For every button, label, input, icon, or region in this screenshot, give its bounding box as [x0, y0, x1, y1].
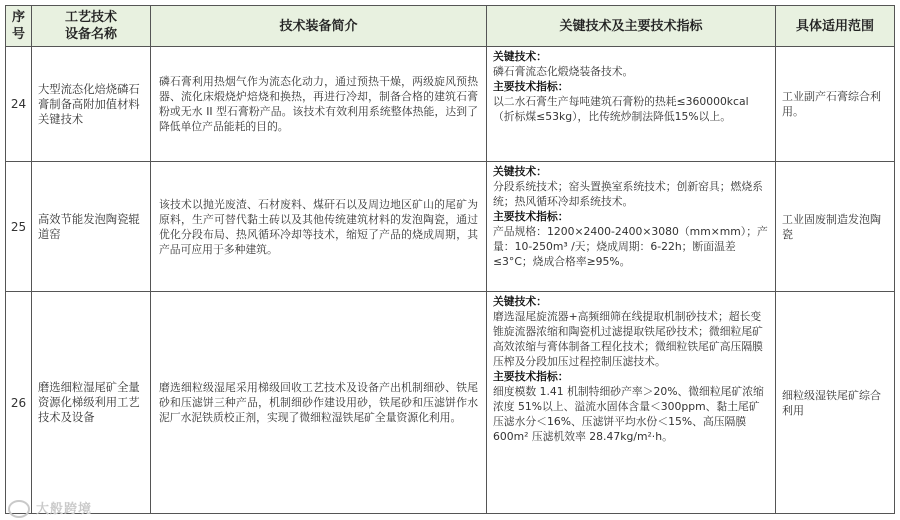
row-name: 磨选细粒湿尾矿全量资源化梯级利用工艺技术及设备 [32, 292, 151, 514]
row-scope: 工业副产石膏综合利用。 [776, 47, 895, 162]
key-tech-label: 关键技术： [493, 50, 547, 63]
row-number: 26 [6, 292, 32, 514]
row-scope: 细粒级湿铁尾矿综合利用 [776, 292, 895, 514]
main-index-label: 主要技术指标： [493, 80, 569, 93]
watermark [8, 498, 92, 519]
row-name: 高效节能发泡陶瓷辊道窑 [32, 162, 151, 292]
header-scope: 具体适用范围 [776, 6, 895, 47]
key-tech-label: 关键技术： [493, 165, 547, 178]
header-no [6, 6, 32, 47]
main-index-label: 主要技术指标： [493, 370, 569, 383]
main-index-text: 细度模数 1.41 机制特细砂产率＞20%、微细粒尾矿浓缩浓度 51%以上、溢流水固体含量＜300ppm、黏土尾矿压滤水分＜16%、压滤饼平均水份＜15%、高压隔膜 600m² 压滤机效率 28.47kg/m²·h。 [493, 385, 764, 443]
row-description: 磨选细粒级湿尾采用梯级回收工艺技术及设备产出机制细砂、铁尾砂和压滤饼三种产品，机制细砂作建设用砂，铁尾砂和压滤饼作水泥厂水泥铁质校正剂，实现了微细粒湿铁尾矿全量资源化利用。 [151, 292, 487, 514]
table-row [6, 47, 895, 162]
key-tech-text: 磷石膏流态化煅烧装备技术。 [493, 65, 634, 78]
technology-catalog-table [5, 5, 895, 514]
header-key: 关键技术及主要技术指标 [487, 6, 776, 47]
header-name-line2: 设备名称 [64, 27, 117, 42]
row-scope: 工业固废制造发泡陶瓷 [776, 162, 895, 292]
row-description: 磷石膏利用热烟气作为流态化动力，通过预热干燥，两级旋风预热器、流化床煅烧炉焙烧和换热，再进行冷却，制备合格的建筑石膏粉或无水 II 型石膏粉产品。该技术有效利用系统整体热能，达到了降低单位产品能耗的目的。 [151, 47, 487, 162]
table-row [6, 162, 895, 292]
header-no-text: 序号 [11, 10, 25, 42]
table-header-row [6, 6, 895, 47]
row-key-tech [487, 162, 776, 292]
row-description: 该技术以抛光废渣、石材废料、煤矸石以及周边地区矿山的尾矿为原料，生产可替代黏土砖以及其他传统建筑材料的发泡陶瓷，通过优化分段布局、热风循环冷却等技术，缩短了产品的烧成周期，其产品可应用于多种建筑。 [151, 162, 487, 292]
key-tech-text: 分段系统技术；窑头置换室系统技术；创新窑具；燃烧系统；热风循环冷却系统技术。 [493, 180, 763, 208]
main-index-text: 以二水石膏生产每吨建筑石膏粉的热耗≤360000kcal（折标煤≤53kg），比传统炒制法降低15%以上。 [493, 95, 749, 123]
main-index-label: 主要技术指标： [493, 210, 569, 223]
row-number: 24 [6, 47, 32, 162]
row-key-tech [487, 47, 776, 162]
row-key-tech [487, 292, 776, 514]
watermark-text: 大般跨境 [36, 501, 93, 517]
watermark-logo-icon [8, 500, 30, 518]
row-number: 25 [6, 162, 32, 292]
header-name-line1: 工艺技术 [64, 10, 117, 25]
row-name: 大型流态化焙烧磷石膏制备高附加值材料关键技术 [32, 47, 151, 162]
key-tech-text: 磨选湿尾旋流器+高频细筛在线提取机制砂技术；超长变锥旋流器浓缩和陶瓷机过滤提取铁尾砂技术；微细粒尾矿高效浓缩与膏体制备工程化技术；微细粒铁尾矿高压隔膜压榨及分段加压过程控制压滤技术。 [493, 310, 763, 368]
main-index-text: 产品规格：1200×2400-2400×3080（mm×mm）；产量：10-250m³ /天；烧成周期：6-22h；断面温差≤3°C；烧成合格率≥95%。 [493, 225, 768, 268]
header-desc: 技术装备简介 [151, 6, 487, 47]
header-name [32, 6, 151, 47]
table-row [6, 292, 895, 514]
key-tech-label: 关键技术： [493, 295, 547, 308]
